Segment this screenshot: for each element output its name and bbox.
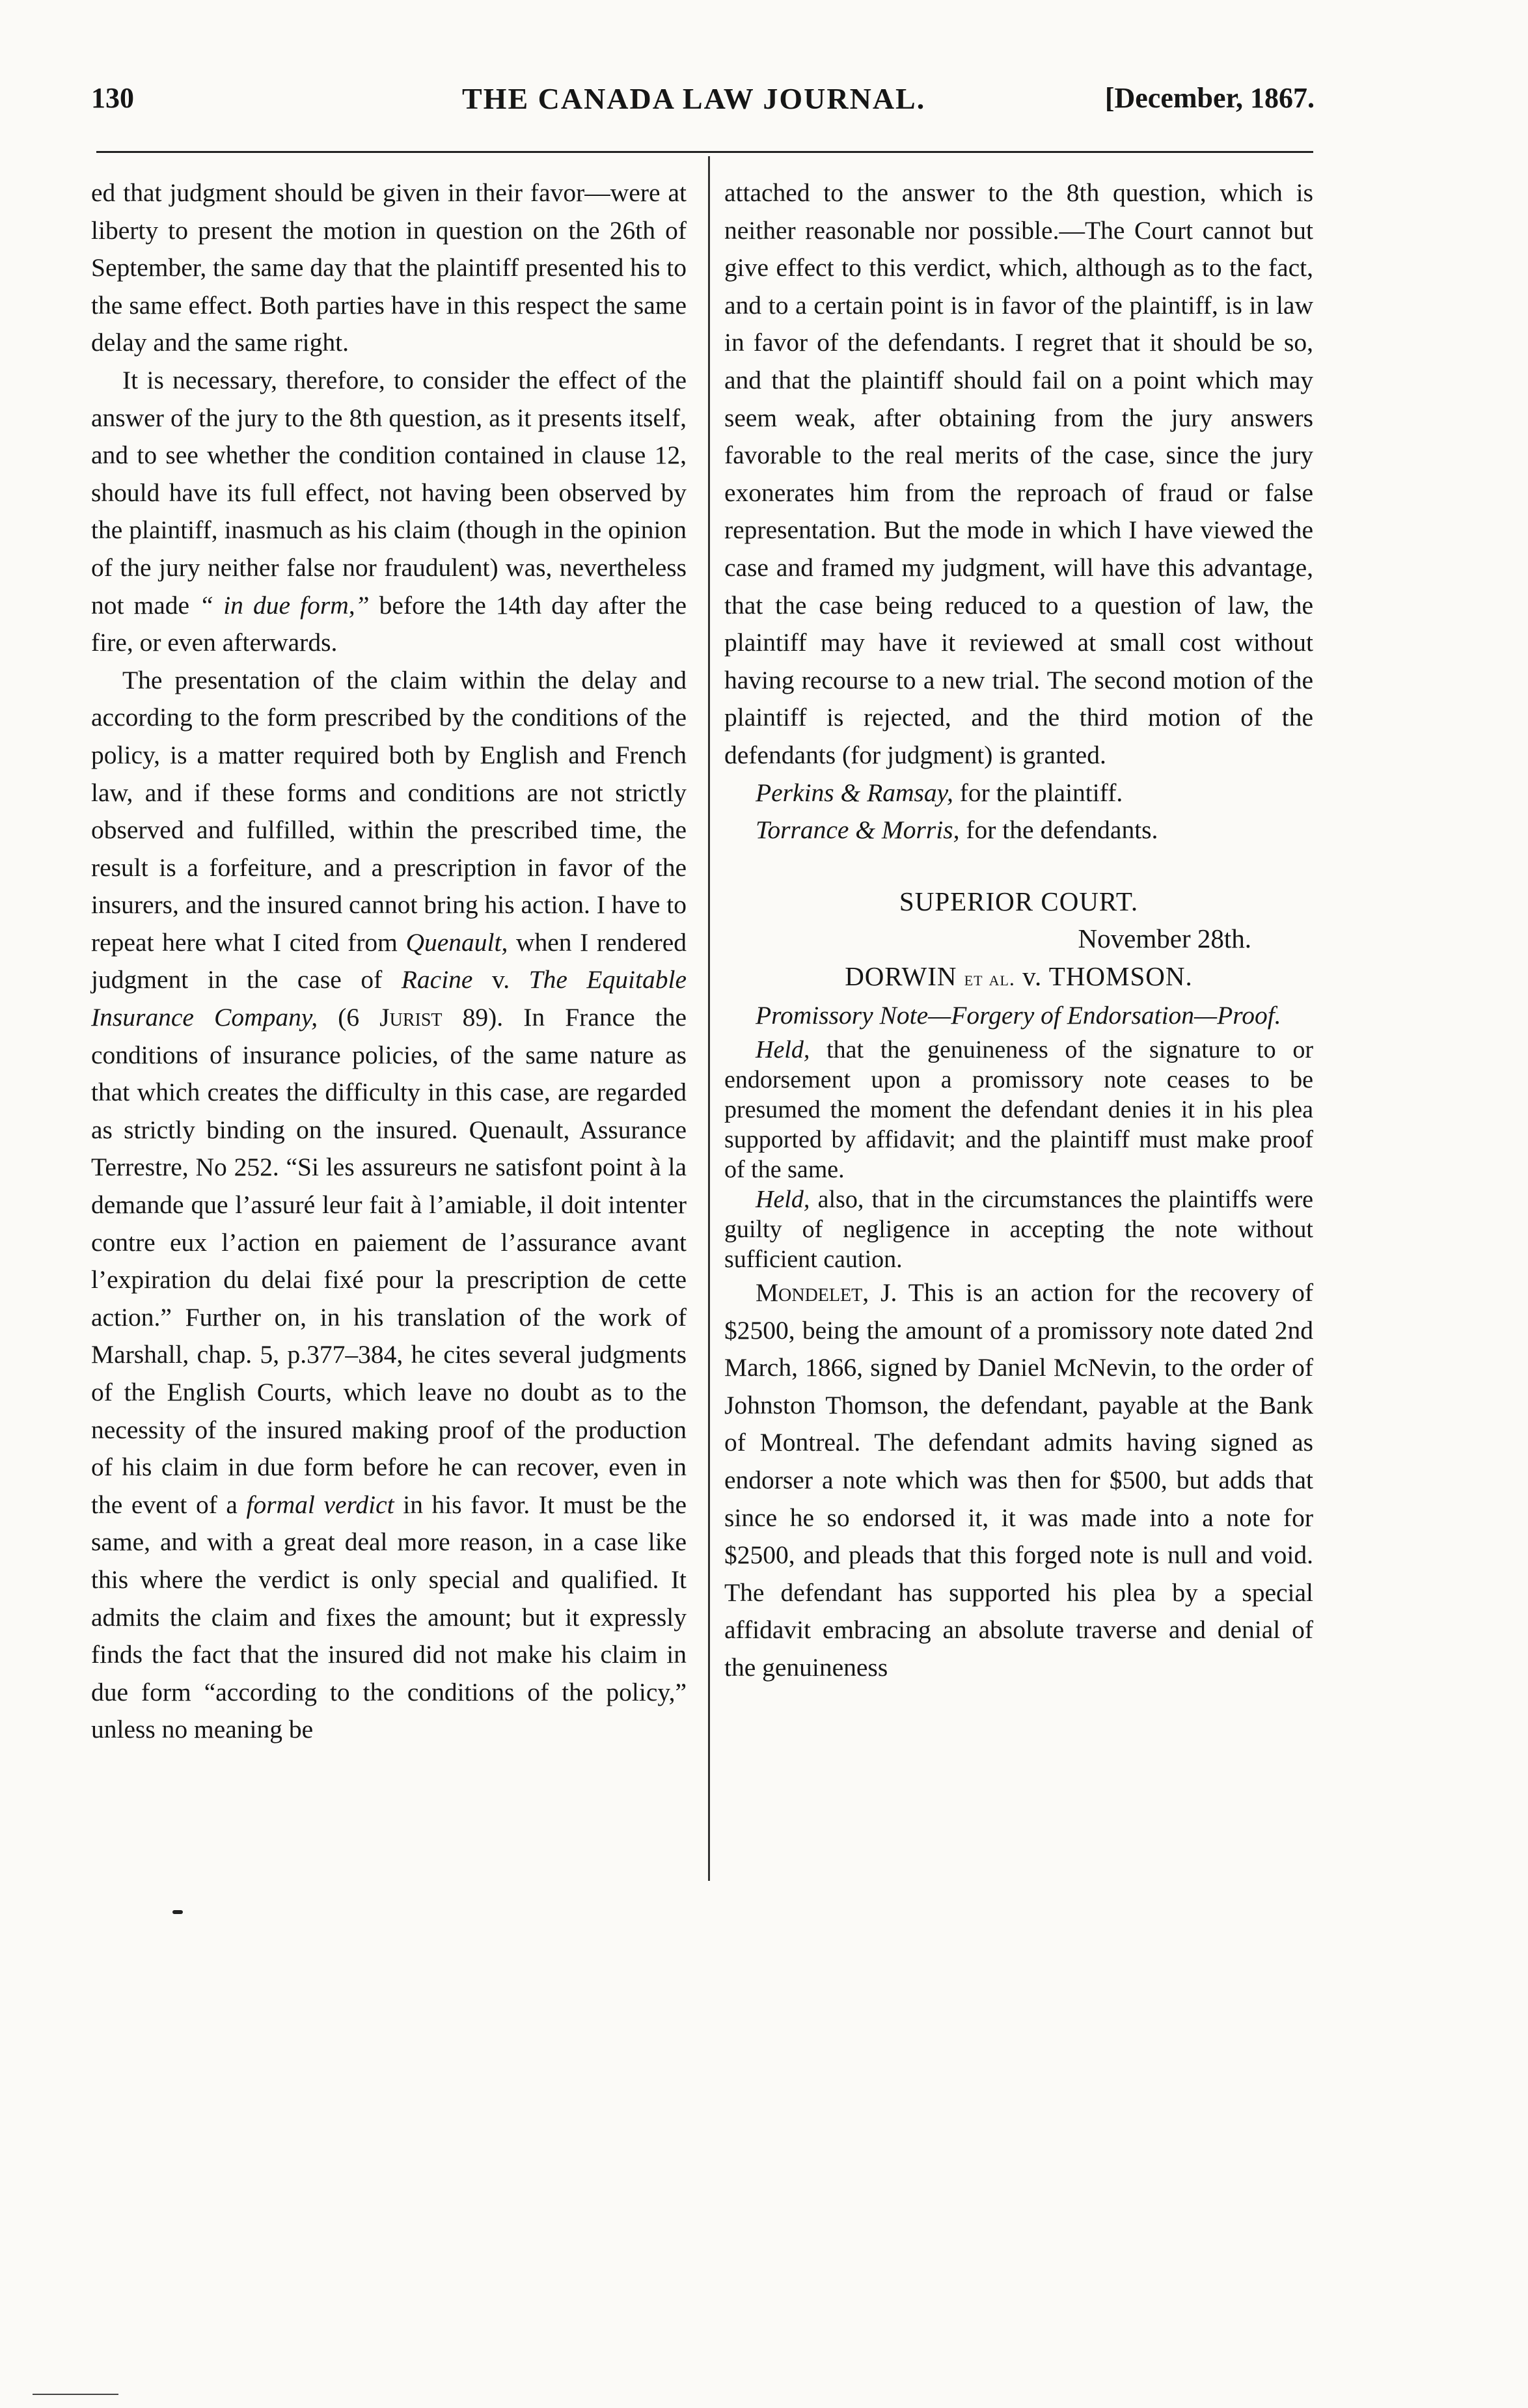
case-topic: Promissory Note—Forgery of Endorsation—Proof.: [756, 1001, 1281, 1030]
text-run: when I rendered judgment in the case of: [91, 927, 687, 994]
case-name-equitable: The Equitable Insurance Company,: [91, 965, 687, 1032]
decision-date: November 28th.: [1078, 924, 1251, 954]
court-heading: SUPERIOR COURT.: [899, 886, 1139, 916]
page-number: 130: [91, 82, 134, 114]
counsel-plaintiff: [724, 774, 1313, 812]
text-run: v.: [472, 965, 529, 994]
journal-title: THE CANADA LAW JOURNAL.: [462, 82, 926, 115]
judge-name: Mondelet: [756, 1278, 863, 1307]
left-paragraph-1: ed that judgment should be given in their favor—were at liberty to present the motion in question on the 26th of September, the same day that the plaintiff presented his to the same effect. Both parties have in this respect the same delay and the same right.: [91, 178, 687, 357]
versus: v.: [1015, 961, 1049, 991]
left-paragraph-2: [91, 362, 687, 662]
party-plaintiff: DORWIN: [845, 961, 957, 991]
case-name-racine: Racine: [401, 965, 473, 994]
text-run: that the genuineness of the signature to or endorsement upon a promissory note ceases to be presumed the moment the defendant denies it in his plea supported by affidavit; and the plaintiff must make proof of the same.: [724, 1036, 1313, 1184]
left-column: [91, 174, 687, 1749]
citation-quenault: Quenault,: [405, 927, 508, 957]
column-divider: [708, 156, 710, 1881]
et-al: et al.: [964, 966, 1015, 990]
text-run: before the 14th day after the fire, or even afterwards.: [91, 590, 687, 657]
headnote-2: [724, 1184, 1313, 1274]
text-run: 89). In France the conditions of insurance policies, of the same nature as that which creates the difficulty in this case, are regarded as strictly binding on the insured. Quenault, Assurance Terrestre, No 252. “Si les assureurs ne satisfont point à la demande que l’assuré leur fait à l’amiable, il doit intenter contre eux l’action en paiement de l’assurance avant l’expiration du delai fixé pour la prescription de cette action.” Further on, in his translation of the work of Marshall, chap. 5, p.377–384, he cites several judgments of the English Courts, which leave no doubt as to the necessity of the insured making proof of the production of his claim in due form before he can recover, even in the event of a: [91, 1003, 687, 1519]
held-label: Held,: [756, 1186, 810, 1214]
emphasis-in-due-form: “ in due form,”: [199, 590, 370, 620]
judgment-body: [724, 1274, 1313, 1687]
ink-mark: [172, 1910, 183, 1914]
issue-date: [December, 1867.: [1104, 82, 1315, 114]
counsel-name: Torrance & Morris,: [756, 815, 960, 845]
text-run: It is necessary, therefore, to consider the effect of the answer of the jury to the 8th question, as it presents itself, and to see whether the condition contained in clause 12, should have its full effect, not having been observed by the plaintiff, inasmuch as his claim (though in the opinion of the jury neither false nor fraudulent) was, nevertheless not made: [91, 365, 687, 620]
emphasis-formal-verdict: formal verdict: [246, 1490, 394, 1519]
counsel-defendants: [724, 812, 1313, 849]
case-title: [724, 958, 1313, 998]
text-run: for the defendants.: [959, 815, 1158, 845]
text-run: (6: [318, 1003, 380, 1032]
text-run: in his favor. It must be the same, and with a great deal more reason, in a case like this where the verdict is only special and qualified. It admits the claim and fixes the amount; but it expressly finds the fact that the insured did not make his claim in due form “according to the conditions of the policy,” unless no meaning be: [91, 1490, 687, 1744]
text-run: also, that in the circumstances the plaintiffs were guilty of negligence in accepting the note without sufficient caution.: [724, 1186, 1313, 1274]
running-header: [91, 81, 1315, 127]
counsel-name: Perkins & Ramsay,: [756, 778, 953, 807]
text-run: The presentation of the claim within the delay and according to the form prescribed by the conditions of the policy, is a matter required both by English and French law, and if these forms and conditions are not strictly observed and fulfilled, within the prescribed time, the result is a forfeiture, and a prescription in favor of the insurers, and the insured cannot bring his action. I have to repeat here what I cited from: [91, 665, 687, 957]
citation-jurist: Jurist: [379, 1003, 443, 1032]
held-label: Held,: [756, 1036, 810, 1064]
header-rule: [96, 151, 1313, 153]
right-paragraph-1: attached to the answer to the 8th question, which is neither reasonable nor possible.—The Court cannot but give effect to this verdict, which, although as to the fact, and to a certain point is in favor of the plaintiff, is in law in favor of the defendants. I regret that it should be so, and that the plaintiff should fail on a point which may seem weak, after obtaining from the jury answers favorable to the real merits of the case, since the jury exonerates him from the reproach of fraud or false representation. But the mode in which I have viewed the case and framed my judgment, will have this advantage, that the case being reduced to a question of law, the plaintiff may have it reviewed at small cost without having recourse to a new trial. The second motion of the plaintiff is rejected, and the third motion of the defendants (for judgment) is granted.: [724, 178, 1313, 769]
text-run: for the plaintiff.: [953, 778, 1123, 807]
footer-rule: [33, 2394, 118, 2395]
right-column: [724, 174, 1313, 1687]
headnote-1: [724, 1035, 1313, 1184]
party-defendant: THOMSON.: [1048, 961, 1193, 991]
text-run: , J. This is an action for the recovery of $2500, being the amount of a promissory note dated 2nd March, 1866, signed by Daniel McNevin, to the order of Johnston Thomson, the defendant, payable at the Bank of Montreal. The defendant admits having signed as endorser a note which was then for $500, but adds that since he so endorsed it, it was made into a note for $2500, and pleads that this forged note is null and void. The defendant has supported his plea by a special affidavit embracing an absolute traverse and denial of the genuineness: [724, 1278, 1313, 1682]
left-paragraph-3: [91, 662, 687, 1749]
